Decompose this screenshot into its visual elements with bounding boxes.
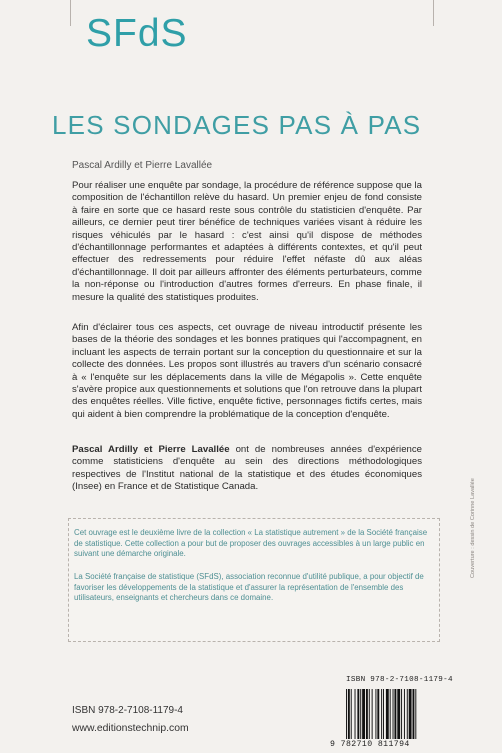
book-title: LES SONDAGES PAS À PAS — [52, 110, 422, 140]
paragraph-intro: Pour réaliser une enquête par sondage, la procédure de référence suppose que la composition de l'échantillon relève du hasard. Un premier enjeu de fond consiste à faire en sorte que ce hasard reste sous contrôle du statisticien d'enquête. Par ailleurs, ce dernier peut tirer bénéfice de techniques variées visant à réduire les risques véhiculés par le hasard : c'est ainsi qu'il dispose de méthodes d'échantillonnage performantes et adaptées à différents contextes, et qu'il peut effectuer des redressements pour réduire l'effet néfaste dû aux aléas d'échantillonnage. Il doit par ailleurs affronter des éléments perturbateurs, comme la non-réponse ou l'introduction d'autres formes d'erreurs. En phase finale, il mesure la qualité des statistiques produites. — [72, 180, 422, 303]
authors-line: Pascal Ardilly et Pierre Lavallée — [72, 160, 213, 171]
fold-line-right — [433, 0, 434, 26]
authors-bold: Pascal Ardilly et Pierre Lavallée — [72, 444, 230, 455]
sfds-logo: SFdS — [86, 12, 188, 55]
publisher-website: www.editionstechnip.com — [72, 723, 189, 734]
barcode — [344, 689, 444, 739]
barcode-isbn-label: ISBN 978-2-7108-1179-4 — [346, 676, 453, 684]
authors-bio: ont de nombreuses années d'expérience comme statisticiens d'enquête au sein des directions méthodologiques respectives de l'Institut national de la statistique et des études économiques (Insee) en France et de Statistique Canada. — [72, 444, 422, 493]
barcode-digits: 9 782710 811794 — [330, 740, 410, 749]
cover-credit: Couverture : dessin de Corinne Lavallée — [470, 478, 476, 578]
fold-line-left — [70, 0, 71, 26]
isbn-text: ISBN 978-2-7108-1179-4 — [72, 705, 183, 716]
paragraph-contents: Afin d'éclairer tous ces aspects, cet ouvrage de niveau introductif présente les bases de la théorie des sondages et les bonnes pratiques qui l'accompagnent, en incluant les aspects de terrain portant sur la conception du questionnaire et sur la collecte des données. Les propos sont illustrés au travers d'un scénario consacré à « l'enquête sur les déplacements dans la ville de Mégapolis ». Cette enquête s'avère propice aux questionnements et solutions que l'on retrouve dans la plupart des enquêtes réelles. Ville fictive, enquête fictive, personnages fictifs certes, mais qui aident à bien comprendre la problématique de la conception d'enquête. — [72, 322, 422, 420]
paragraph-authors — [72, 444, 422, 494]
sfds-text: La Société française de statistique (SFdS), association reconnue d'utilité publique, a pour objectif de favoriser les développements de la statistique et d'assurer la représentation de l'ensemble des utilisateurs, enseignants et chercheurs dans ce domaine. — [74, 572, 424, 603]
collection-text: Cet ouvrage est le deuxième livre de la collection « La statistique autrement » de la Société française de statistique. Cette collection a pour but de proposer des ouvrages accessibles à un large public en suivant une démarche originale. — [74, 528, 428, 559]
